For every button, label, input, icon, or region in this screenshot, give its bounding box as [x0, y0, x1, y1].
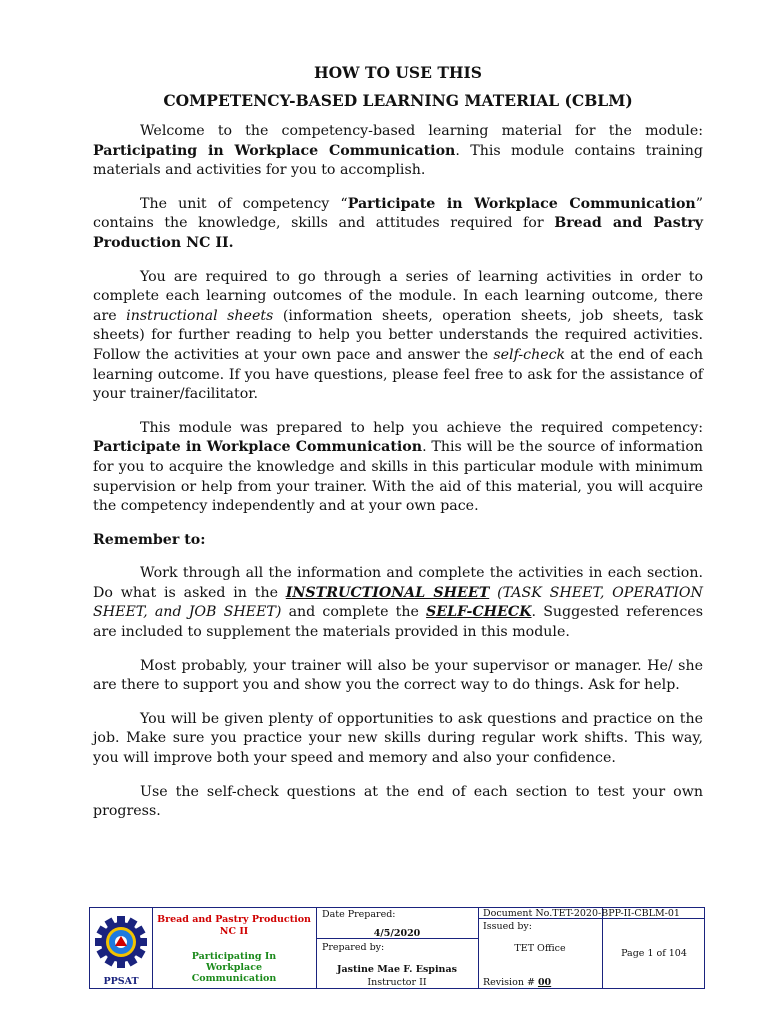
- preparer-name: Jastine Mae F. Espinas: [337, 964, 457, 975]
- remember-heading: Remember to:: [93, 531, 206, 548]
- revision-label: Revision #: [483, 977, 538, 988]
- paragraph-practice: You will be given plenty of opportunities to ask questions and practice on the job. Make sure you practice your new skills during regular work shifts. This way, you will improve both your speed and memory and also your confidence.: [93, 710, 703, 767]
- competency-name: Participate in Workplace Communication: [93, 439, 423, 456]
- text: Work through all the information and complete the activities in each section. Do what is asked in the: [93, 565, 703, 601]
- paragraph-self-check: Use the self-check questions at the end of each section to test your own progress.: [93, 783, 703, 820]
- prepared-by-label: Prepared by:: [322, 942, 385, 953]
- text: at the end of each learning outcome. If you have questions, please feel free to ask for the assistance of your trainer/facilitator.: [93, 346, 703, 403]
- qualification-name: Bread and Pastry Production NC II.: [93, 215, 703, 251]
- paragraph-activities: [93, 268, 703, 405]
- page-subtitle: COMPETENCY-BASED LEARNING MATERIAL (CBLM): [163, 91, 633, 110]
- paragraph-unit: [93, 195, 703, 254]
- text: This module was prepared to help you achieve the required competency:: [140, 419, 703, 436]
- page-number: Page 1 of 104: [621, 948, 687, 959]
- date-prepared-label: Date Prepared:: [322, 909, 396, 920]
- instructional-sheet-term: INSTRUCTIONAL SHEET: [285, 584, 490, 601]
- module-name: Participating in Workplace Communication: [93, 142, 456, 159]
- text: . Suggested references are included to supplement the materials provided in this module.: [93, 604, 704, 641]
- qualification-title: Bread and Pastry Production NC II: [157, 914, 311, 937]
- ppsat-logo: [90, 908, 152, 988]
- paragraph-trainer: Most probably, your trainer will also be your supervisor or manager. He/ she are there to support you and show you the correct way to do things. Ask for help.: [93, 657, 703, 694]
- text: Welcome to the competency-based learning material for the module:: [140, 123, 703, 139]
- logo-label: PPSAT: [103, 976, 139, 987]
- date-prepared-value: 4/5/2020: [373, 928, 421, 939]
- document-number: Document No.TET-2020-BPP-II-CBLM-01: [483, 908, 680, 919]
- self-check-term: SELF-CHECK: [426, 604, 532, 621]
- gear-seal-icon: [90, 908, 152, 974]
- text: . This will be the source of information for you to acquire the knowledge and skills in this particular module with minimum supervision or help from your trainer. With the aid of this material, you will acquire the competency independently and at your own pace.: [93, 439, 704, 515]
- text: You are required to go through a series of learning activities in order to complete each learning outcomes of the module. In each learning outcome, there are: [93, 268, 703, 324]
- term-self-check: self-check: [493, 346, 566, 363]
- text: (information sheets, operation sheets, job sheets, task sheets) for further reading to help you better understands the required activities. Follow the activities at your own pace and answer the: [93, 307, 704, 363]
- page-title: HOW TO USE THIS: [314, 63, 482, 82]
- term-instructional-sheets: instructional sheets: [126, 307, 274, 324]
- sheet-types: (TASK SHEET, OPERATION SHEET, and JOB SHEET): [93, 584, 703, 621]
- text: ” contains the knowledge, skills and attitudes required for: [93, 195, 704, 232]
- paragraph-welcome: [93, 122, 703, 181]
- document-footer: [89, 907, 705, 989]
- revision: [483, 977, 551, 988]
- text: . This module contains training materials and activities for you to accomplish.: [93, 142, 703, 179]
- issued-by-label: Issued by:: [483, 921, 532, 932]
- paragraph-purpose: [93, 419, 703, 517]
- issued-by-value: TET Office: [514, 943, 566, 954]
- unit-name: Participate in Workplace Communication: [347, 195, 696, 212]
- module-title: Participating In Workplace Communication: [191, 951, 277, 984]
- text: and complete the: [281, 604, 427, 621]
- document-body: [93, 60, 703, 822]
- paragraph-work-through: [93, 564, 703, 642]
- revision-number: 00: [537, 977, 552, 988]
- preparer-title: Instructor II: [367, 977, 427, 988]
- text: The unit of competency “: [140, 195, 348, 212]
